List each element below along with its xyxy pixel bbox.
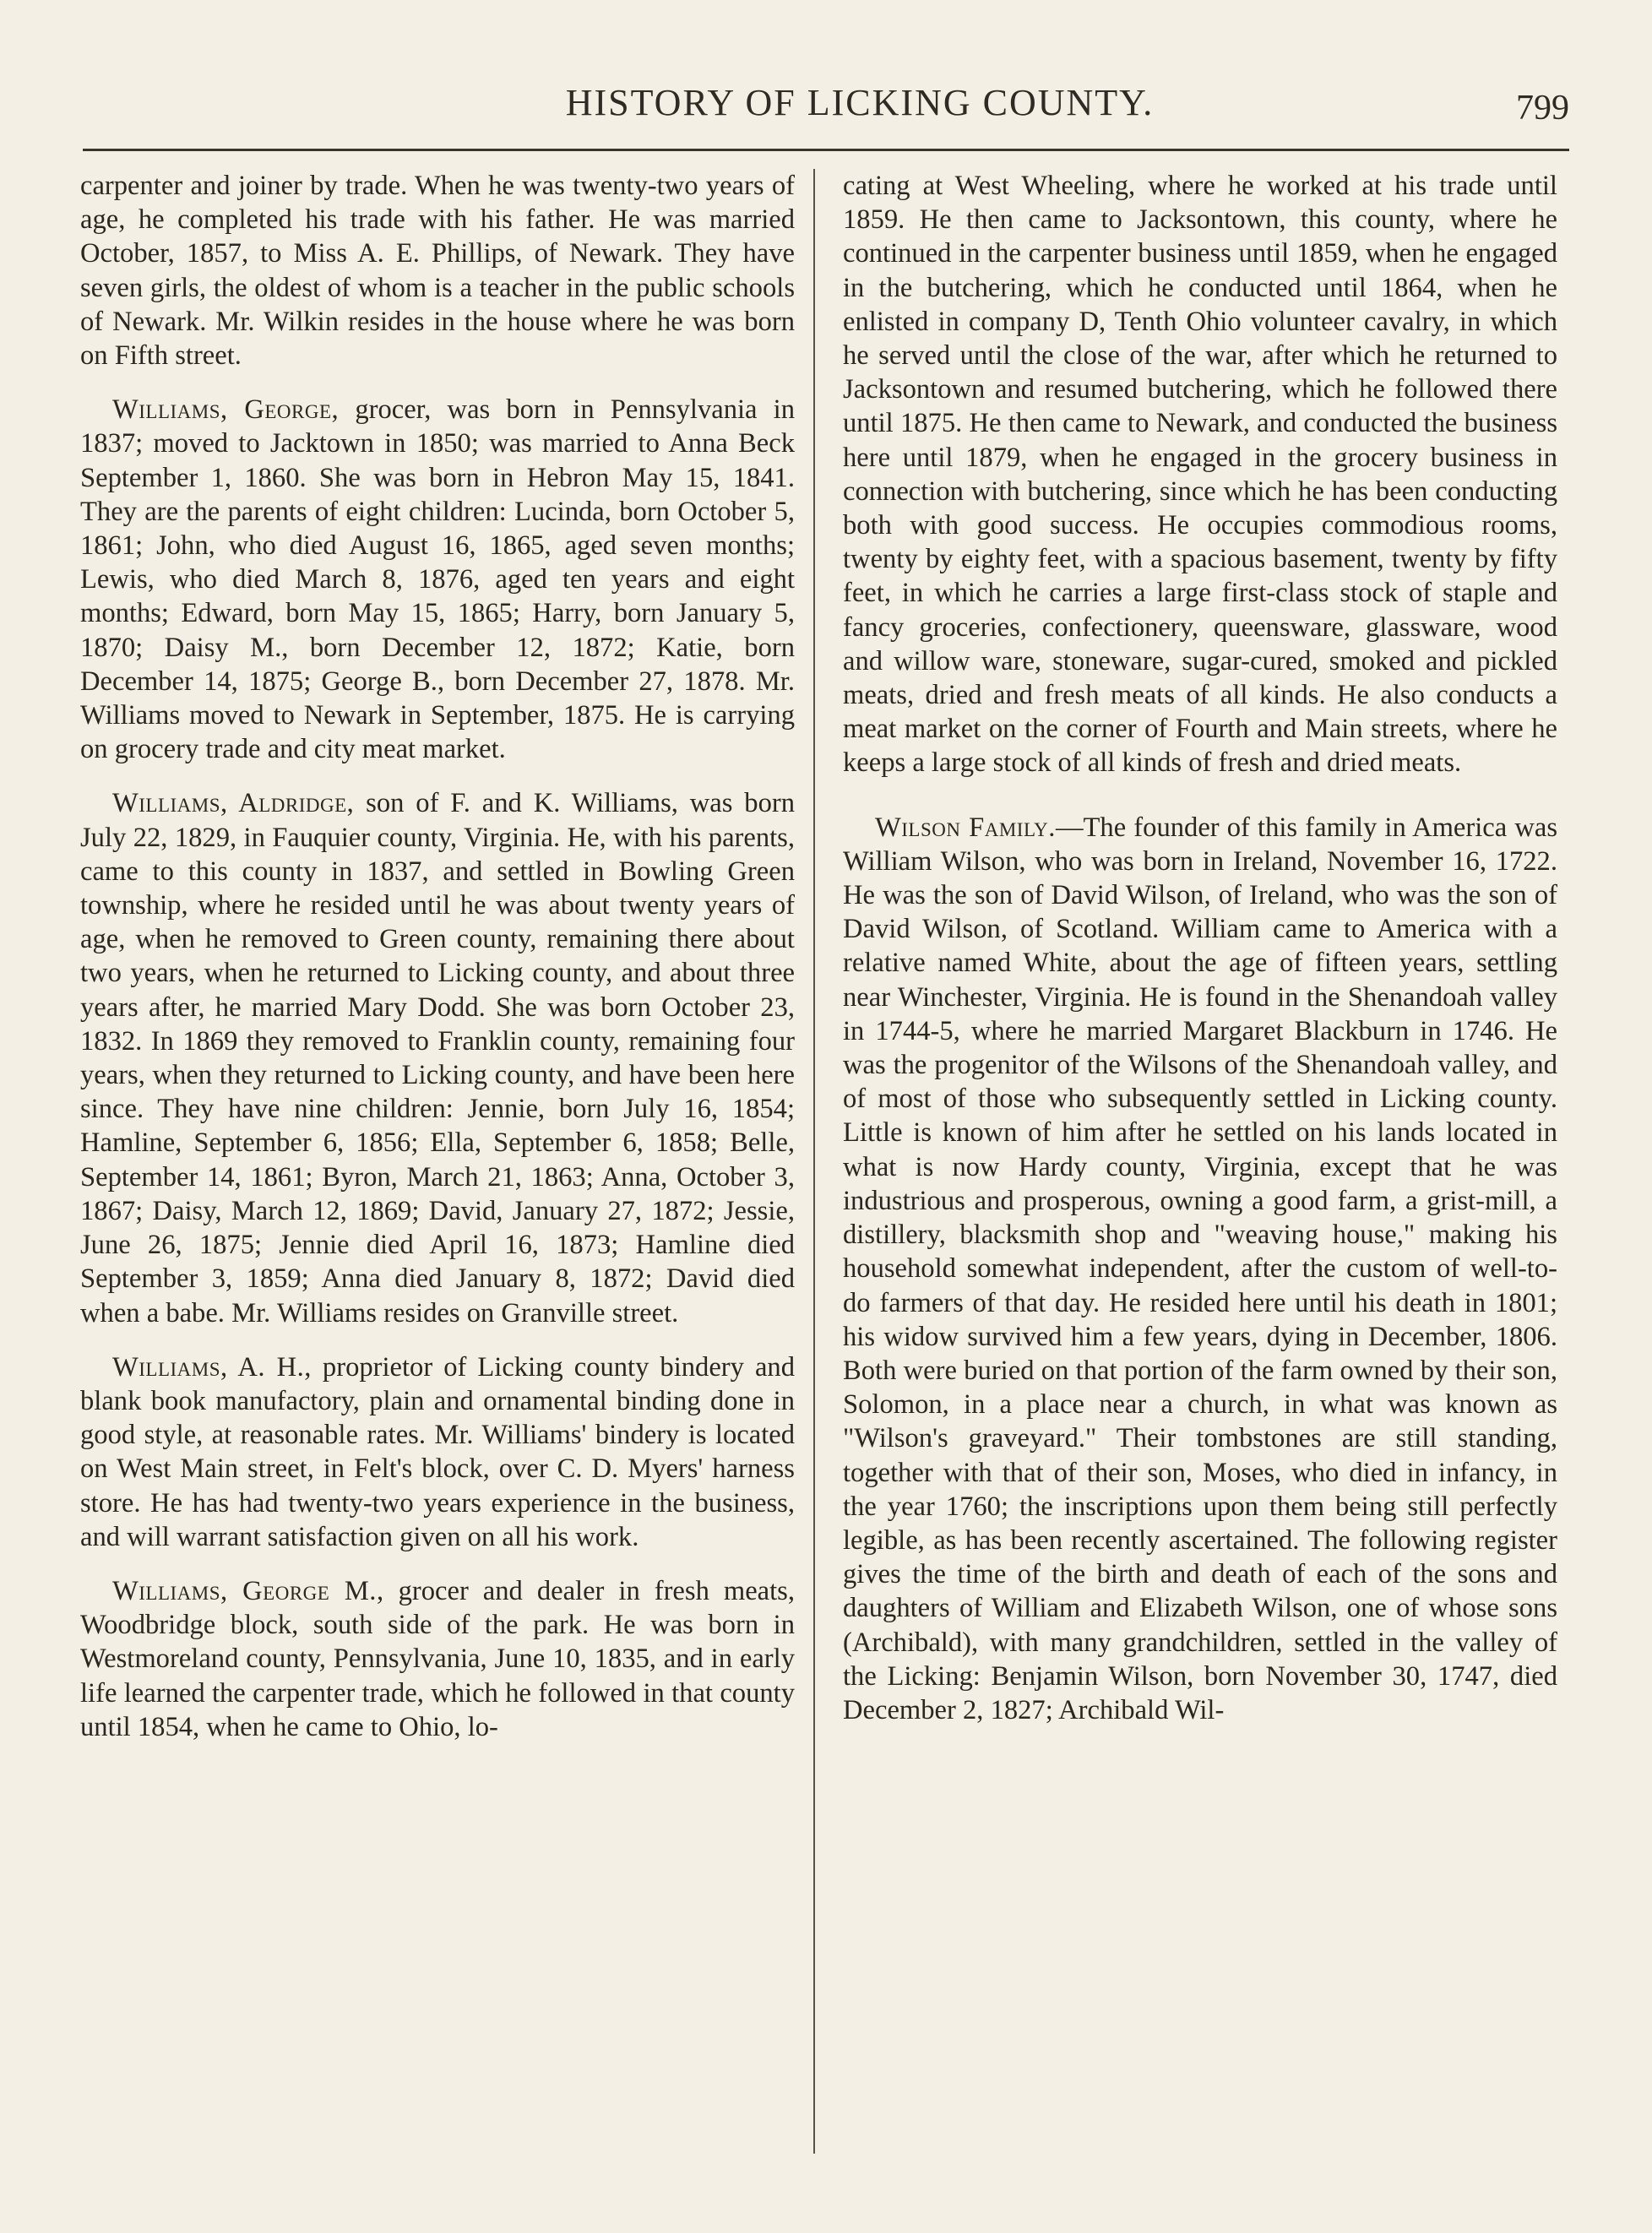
entry-name: Wilson Family. [875,812,1056,843]
entry-name: Williams, A. H., [112,1351,312,1383]
entry-williams-aldridge [80,786,795,1329]
entry-text: cating at West Wheeling, where he worked at his trade until 1859. He then came to Jacksontown, this county, where he continued in the carpenter business until 1859, when he engaged in the butchering, which he conducted until 1864, when he enlisted in company D, Tenth Ohio volunteer cavalry, in which he served until the close of the war, after which he returned to Jacksontown and resumed butchering, which he followed there until 1875. He then came to Newark, and conducted the business here until 1879, when he engaged in the grocery business in connection with butchering, since which he has been conducting both with good success. He occupies commodious rooms, twenty by eighty feet, with a spacious basement, twenty by fifty feet, in which he carries a large first-class stock of staple and fancy groceries, confectionery, queensware, glassware, wood and willow ware, stoneware, sugar-cured, smoked and pickled meats, dried and fresh meats of all kinds. He also conducts a meat market on the corner of Fourth and Main streets, where he keeps a large stock of all kinds of fresh and dried meats. [843,171,1557,779]
entry-text: —The founder of this family in America was William Wilson, who was born in Ireland, November 16, 1722. He was the son of David Wilson, of Ireland, who was the son of David Wilson, of Scotland. William came to America with a relative named White, about the age of fifteen years, settling near Winchester, Virginia. He is found in the Shenandoah valley in 1744-5, where he married Margaret Blackburn in 1746. He was the progenitor of the Wilsons of the Shenandoah valley, and of most of those who subsequently settled in Licking county. Little is known of him after he settled on his lands located in what is now Hardy county, Virginia, except that he was industrious and prosperous, owning a good farm, a grist-mill, a distillery, blacksmith shop and "weaving house," making his household somewhat independent, after the custom of well-to-do farmers of that day. He resided here until his death in 1801; his widow survived him a few years, dying in December, 1806. Both were buried on that portion of the farm owned by their son, Solomon, in a place near a church, in what was known as "Wilson's graveyard." Their tombstones are still standing, together with that of their son, Moses, who died in infancy, in the year 1760; the inscriptions upon them being still perfectly legible, as has been recently ascertained. The following register gives the time of the birth and death of each of the sons and daughters of William and Elizabeth Wilson, one of whose sons (Archibald), with many grandchildren, settled in the valley of the Licking: Benjamin Wilson, born November 30, 1747, died December 2, 1827; Archibald Wil- [843,812,1558,1725]
entry-wilson-family [843,811,1557,1727]
entry-name: Williams, George, [112,394,340,426]
entry-text: carpenter and joiner by trade. When he was twenty-two years of age, he completed his trade with his father. He was married October, 1857, to Miss A. E. Phillips, of Newark. They have seven girls, the oldest of whom is a teacher in the public schools of Newark. Mr. Wilkin resides in the house where he was born on Fifth street. [80,171,795,372]
paragraph-williams-george-m-continuation [843,169,1557,780]
entry-text: grocer and dealer in fresh meats, Woodbridge block, south side of the park. He was born in Westmoreland county, Pennsylvania, June 10, 1835, and in early life learned the carpenter trade, which he followed in that county until 1854, when he came to Ohio, lo- [80,1575,795,1742]
page-header [83,81,1569,149]
entry-text: grocer, was born in Pennsylvania in 1837; moved to Jacktown in 1850; was married to Anna Beck September 1, 1860. She was born in Hebron May 15, 1841. They are the parents of eight children: Lucinda, born October 5, 1861; John, who died August 16, 1865, aged seven months; Lewis, who died March 8, 1876, aged ten years and eight months; Edward, born May 15, 1865; Harry, born January 5, 1870; Daisy M., born December 12, 1872; Katie, born December 14, 1875; George B., born December 27, 1878. Mr. Williams moved to Newark in September, 1875. He is carrying on grocery trade and city meat market. [80,394,796,765]
column-divider [813,169,815,2154]
header-rule [83,149,1569,151]
entry-text: proprietor of Licking county bindery and blank book manufactory, plain and ornamental binding done in good style, at reasonable rates. Mr. Williams' bindery is located on West Main street, in Felt's block, over C. D. Myers' harness store. He has had twenty-two years experience in the business, and will warrant satisfaction given on all his work. [80,1351,796,1552]
running-title: HISTORY OF LICKING COUNTY. [565,82,1155,123]
entry-williams-george-m [80,1574,795,1744]
left-column [80,169,795,1764]
entry-name: Williams, Aldridge, [112,788,355,819]
entry-williams-george [80,393,795,766]
entry-williams-a-h [80,1350,795,1554]
page-number: 799 [1516,89,1569,128]
entry-name: Williams, George M., [112,1575,384,1606]
paragraph-wilkin-continuation [80,169,795,372]
right-column [843,169,1557,1747]
entry-text: son of F. and K. Williams, was born July 22, 1829, in Fauquier county, Virginia. He, with his parents, came to this county in 1837, and settled in Bowling Green township, where he resided until he was about twenty years of age, when he removed to Green county, remaining there about two years, when he returned to Licking county, and about three years after, he married Mary Dodd. She was born October 23, 1832. In 1869 they removed to Franklin county, remaining four years, when they returned to Licking county, and have been here since. They have nine children: Jennie, born July 16, 1854; Hamline, September 6, 1856; Ella, September 6, 1858; Belle, September 14, 1861; Byron, March 21, 1863; Anna, October 3, 1867; Daisy, March 12, 1869; David, January 27, 1872; Jessie, June 26, 1875; Jennie died April 16, 1873; Hamline died September 3, 1859; Anna died January 8, 1872; David died when a babe. Mr. Williams resides on Granville street. [80,788,795,1328]
